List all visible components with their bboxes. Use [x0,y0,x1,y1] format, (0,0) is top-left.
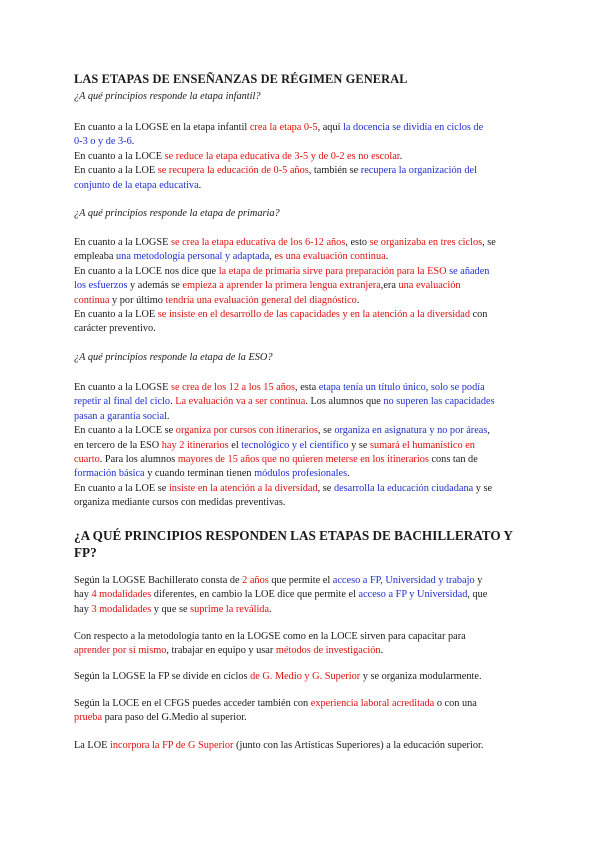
text-run: experiencia laboral acreditada [310,698,435,709]
text-run: repetir al final del ciclo [74,396,171,408]
text-run: sumará el humanístico en [369,439,475,451]
text-run: En cuanto a la LOE [74,165,158,177]
text-run: los esfuerzos [74,280,128,292]
text-run: , que [467,589,488,601]
text-run: y cuando terminan tienen [144,468,255,480]
text-run: . [356,294,360,306]
text-run: organiza mediante cursos con medidas preventivas. [74,497,286,509]
text-run: En cuanto a la LOE se [74,482,169,494]
text-run: etapa tenía un título único [318,382,426,393]
text-run: crea la etapa 0-5 [249,122,318,133]
text-run: se crea de los 12 a los 15 años [170,382,296,393]
text-run: que permite el [268,575,333,586]
text-run: es una evaluación continua [274,251,386,263]
text-run: continua [74,294,110,306]
text-run: , [487,425,490,437]
text-run: . [131,136,135,148]
text-run: , [269,251,275,263]
text-run: se reduce la etapa educativa de 3-5 y de 0-2 es no escolar [164,150,400,162]
text-run: . [380,645,384,657]
text-run: el [228,439,242,451]
text-run: se añaden [449,265,490,277]
text-run: carácter preventivo. [74,323,156,335]
text-run: prueba [74,712,103,724]
question-primaria [74,207,530,221]
text-run: (junto con las Artísticas Superiores) a la educación superior. [233,740,484,751]
text-run: se organizaba en tres ciclos [369,237,483,248]
text-run: En cuanto a la LOCE nos dice que [74,265,219,277]
text-run: acceso a FP, Universidad y trabajo [332,575,475,586]
text-run: cuarto [74,454,100,466]
text-run: En cuanto a la LOE [74,309,158,321]
text-run: módulos profesionales [254,468,348,480]
text-run: , esto [345,237,370,248]
text-run: formación básica [74,468,145,480]
text-run: y se [348,439,370,451]
text-run: , se [318,425,335,437]
text-run: diferentes, en cambio la LOE dice que permite el [151,589,359,601]
text-run: cons tan de [428,454,478,466]
text-run: tecnológico y el científico [241,439,349,451]
text-run: . [385,251,389,263]
text-run: aprender por sí mismo [74,645,167,657]
paragraph-bachillerato-4 [74,697,530,726]
text-run: , también se [308,165,361,177]
text-run: una evaluación [398,280,461,292]
text-run: se recupera la educación de 0-5 años [157,165,309,177]
text-run: y se organiza modularmente. [360,671,482,682]
document-title: LAS ETAPAS DE ENSEÑANZAS DE RÉGIMEN GENERAL [74,72,408,86]
text-run: hay [74,603,92,615]
text-run: . Para los alumnos [99,454,178,466]
text-run: Según la LOGSE la FP se divide en ciclos [74,671,251,682]
section-heading-bachillerato [74,527,534,561]
text-run: la etapa de primaria sirve para preparación para la ESO [218,265,447,277]
text-run: , se [317,482,334,494]
question-eso [74,351,530,365]
text-run: suprime la reválida [190,603,270,615]
text-run: ¿A qué principios responde la etapa de la ESO? [74,352,273,363]
text-run: . [170,396,176,408]
text-run: hay 2 itinerarios [161,439,229,451]
text-run: mayores de 15 años que no quieren meterse en los itinerarios [177,454,429,466]
paragraph-infantil [74,121,530,193]
text-run: La LOE [74,740,111,751]
text-run: FP? [74,545,97,560]
text-run: hay [74,589,92,601]
text-run: , trabajar en equipo y usar [166,645,276,657]
text-run: En cuanto a la LOCE se [74,425,176,437]
text-run: se crea la etapa educativa de los 6-12 años [170,237,346,248]
paragraph-bachillerato-3 [74,670,530,684]
text-run: En cuanto a la LOGSE en la etapa infantil [74,122,250,133]
text-run: solo se podía [430,382,485,393]
text-run: , [425,382,431,393]
text-run: la docencia se dividía en ciclos de [343,122,484,133]
text-run: métodos de investigación [275,645,381,657]
text-run: y que se [151,603,191,615]
text-run: una metodología personal y adaptada [116,251,270,263]
text-run: recupera la organización del [360,165,477,177]
paragraph-bachillerato-1 [74,574,530,617]
text-run: . Los alumnos que [305,396,384,408]
text-run: . [347,468,350,480]
text-run: en tercero de la ESO [74,439,162,451]
text-run: pasan a garantía social [74,410,167,422]
text-run: empleaba [74,251,117,263]
text-run: con [470,309,488,321]
text-run: conjunto de la etapa educativa [74,179,199,191]
text-run: tendría una evaluación general del diagnóstico [165,294,357,306]
text-run: insiste en el desarrollo de las capacidades y en la atención a la diversidad [168,309,471,321]
paragraph-bachillerato-2 [74,630,530,659]
text-run: organiza por cursos con itinerarios [175,425,319,437]
text-run: Según la LOCE en el CFGS puedes acceder también con [74,698,311,709]
text-run: acceso a FP y Universidad [358,589,468,601]
text-run: . [198,179,202,191]
text-run: . [399,150,403,162]
question-infantil [74,90,530,104]
text-run: 3 modalidades [91,603,152,615]
text-run: empieza a aprender la primera lengua extranjera [182,280,381,292]
text-run: En cuanto a la LOGSE [74,382,171,393]
text-run: En cuanto a la LOCE [74,150,165,162]
text-run: Según la LOGSE Bachillerato consta de [74,575,243,586]
paragraph-primaria [74,236,530,337]
paragraph-bachillerato-5 [74,739,530,753]
text-run: , se [482,237,496,248]
text-run: En cuanto a la LOGSE [74,237,171,248]
text-run: insiste en la atención a la diversidad [168,482,318,494]
text-run: desarrolla la educación ciudadana [333,482,474,494]
text-run: 0-3 o y de 3-6 [74,136,132,148]
text-run: , aquí [317,122,344,133]
text-run: Con respecto a la metodología tanto en la LOGSE como en la LOCE sirven para capacitar para [74,631,466,642]
text-run: ¿A QUÉ PRINCIPIOS RESPONDEN LAS ETAPAS DE BACHILLERATO Y [74,528,513,543]
text-run: para paso del G.Medio al superior. [102,712,247,724]
text-run: 4 modalidades [91,589,152,601]
text-run: y además se [127,280,183,292]
text-run: o con una [434,698,477,709]
text-run: no superen las capacidades [383,396,495,408]
text-run: ¿A qué principios responde la etapa infantil? [74,91,261,102]
text-run: La evaluación va a ser continua [175,396,306,408]
text-run: y se [473,482,493,494]
text-run: ¿A qué principios responde la etapa de primaria? [74,208,280,219]
paragraph-eso [74,381,530,511]
text-run: , esta [295,382,319,393]
text-run: ,era [380,280,399,292]
text-run: organiza en asignatura y no por áreas [334,425,488,437]
text-run: . [166,410,170,422]
text-run: y por último [109,294,166,306]
text-run: se [157,309,169,321]
text-run: y [474,575,483,586]
text-run: 2 años [242,575,269,586]
text-run: incorpora la FP de G Superior [110,740,234,751]
text-run: . [269,603,272,615]
text-run: de G. Medio y G. Superior [250,671,361,682]
